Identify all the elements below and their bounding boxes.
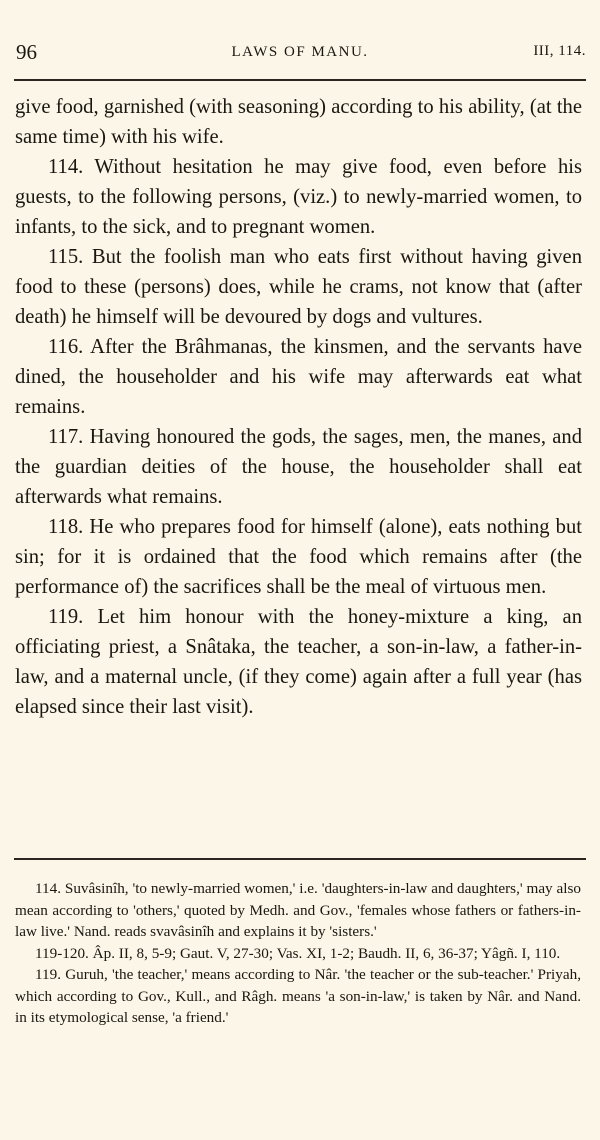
verse-118: 118. He who prepares food for himself (alone), eats nothing but sin; for it is ordained that the food which remains after (the performance of) the sacrifices shall be the meal of virtuous men. (15, 516, 582, 598)
footnote-rule (14, 858, 586, 860)
running-header (14, 40, 586, 66)
verse-119: 119. Let him honour with the honey-mixture a king, an officiating priest, a Snâtaka, the teacher, a son-in-law, a father-in-law, and a maternal uncle, (if they come) again after a full year (has elapsed since their last visit). (15, 606, 582, 718)
running-title: LAWS OF MANU. (231, 44, 369, 60)
note-114: 114. Suvâsinîh, 'to newly-married women,' i.e. 'daughters-in-law and daughters,' may also mean according to 'others,' quoted by Medh. and Gov., 'females whose fathers or fathers-in-law live.' Nand. reads svavâsinîh and explains it by 'sisters.' (15, 880, 581, 940)
verse-117: 117. Having honoured the gods, the sages, men, the manes, and the guardian deities of the house, the householder shall eat afterwards what remains. (15, 426, 582, 508)
section-reference: III, 114. (533, 43, 586, 59)
main-text (15, 92, 582, 722)
footnotes (15, 878, 581, 1029)
page-number: 96 (16, 40, 37, 64)
paragraph-continuation: give food, garnished (with seasoning) according to his ability, (at the same time) with his wife. (15, 96, 582, 148)
header-rule (14, 79, 586, 81)
note-119: 119. Guruh, 'the teacher,' means according to Nâr. 'the teacher or the sub-teacher.' Priyah, which according to Gov., Kull., and Râgh. means 'a son-in-law,' is taken by Nâr. and Nand. in its etymological sense, 'a friend.' (15, 966, 581, 1026)
verse-115: 115. But the foolish man who eats first without having given food to these (persons) does, while he crams, not know that (after death) he himself will be devoured by dogs and vultures. (15, 246, 582, 328)
verse-114: 114. Without hesitation he may give food, even before his guests, to the following persons, (viz.) to newly-married women, to infants, to the sick, and to pregnant women. (15, 156, 582, 238)
note-119-120: 119-120. Âp. II, 8, 5-9; Gaut. V, 27-30; Vas. XI, 1-2; Baudh. II, 6, 36-37; Yâgñ. I, 110. (35, 944, 561, 962)
verse-116: 116. After the Brâhmanas, the kinsmen, and the servants have dined, the householder and his wife may afterwards eat what remains. (15, 336, 582, 418)
